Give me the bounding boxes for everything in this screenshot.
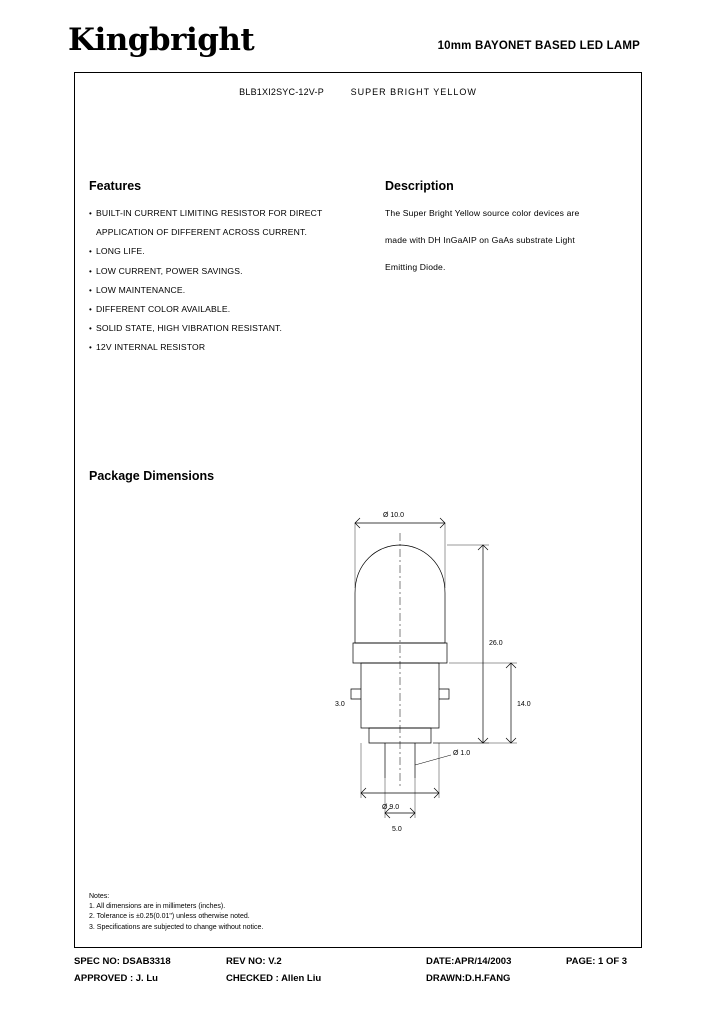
description-section	[385, 179, 625, 286]
part-number-row	[75, 87, 641, 97]
approved-by: APPROVED : J. Lu	[74, 973, 158, 984]
date: DATE:APR/14/2003	[426, 956, 512, 967]
list-item: APPLICATION OF DIFFERENT ACROSS CURRENT.	[96, 227, 308, 238]
document-footer	[74, 956, 642, 990]
note-item: 1. All dimensions are in millimeters (inches).	[89, 902, 226, 910]
list-item: • BUILT-IN CURRENT LIMITING RESISTOR FOR DIRECT	[89, 204, 389, 223]
description-line: made with DH InGaAIP on GaAs substrate Light	[385, 235, 575, 246]
footer-row-1	[74, 956, 642, 973]
checked-by: CHECKED : Allen Liu	[226, 973, 322, 984]
list-item: • LOW MAINTENANCE.	[89, 281, 389, 300]
drawn-by: DRAWN:D.H.FANG	[426, 973, 511, 984]
part-number: BLB1XI2SYC-12V-P	[239, 87, 324, 97]
document-title: 10mm BAYONET BASED LED LAMP	[437, 40, 640, 52]
list-item: • SOLID STATE, HIGH VIBRATION RESISTANT.	[89, 319, 389, 338]
list-item: • 12V INTERNAL RESISTOR	[89, 338, 389, 357]
part-color: SUPER BRIGHT YELLOW	[350, 87, 477, 97]
spec-no: SPEC NO: DSAB3318	[74, 956, 171, 967]
features-section	[89, 179, 389, 358]
note-item: 2. Tolerance is ±0.25(0.01") unless otherwise noted.	[89, 913, 250, 920]
page-number: PAGE: 1 OF 3	[566, 956, 628, 967]
description-heading: Description	[385, 179, 454, 193]
content-frame	[74, 72, 642, 948]
list-item: • DIFFERENT COLOR AVAILABLE.	[89, 300, 389, 319]
dimension-label-pin-dia: Ø 1.0	[453, 750, 471, 757]
rev-no: REV NO: V.2	[226, 956, 282, 967]
dimension-label-height2: 14.0	[517, 701, 531, 708]
note-item: 3. Specifications are subjected to change without notice.	[89, 923, 264, 931]
list-item: • LOW CURRENT, POWER SAVINGS.	[89, 262, 389, 281]
dimension-label-height1: 26.0	[489, 640, 503, 647]
list-item: • LONG LIFE.	[89, 242, 389, 261]
company-logo: Kingbright	[68, 22, 255, 58]
footer-row-2	[74, 973, 642, 990]
features-list	[89, 204, 389, 358]
dimension-label-dia-base: Ø 9.0	[382, 804, 400, 811]
dimension-label-pin-gap: 5.0	[392, 826, 402, 833]
notes-section	[89, 893, 509, 934]
description-line: The Super Bright Yellow source color devices are	[385, 208, 580, 218]
features-heading: Features	[89, 179, 142, 193]
package-dimensions-heading: Package Dimensions	[89, 469, 215, 483]
description-line: Emitting Diode.	[385, 262, 446, 273]
dimension-label-lead: 3.0	[335, 701, 345, 708]
dimension-label-dia-top: Ø 10.0	[383, 512, 405, 519]
notes-heading: Notes:	[89, 892, 110, 900]
package-drawing	[235, 493, 555, 873]
description-text	[385, 204, 625, 278]
